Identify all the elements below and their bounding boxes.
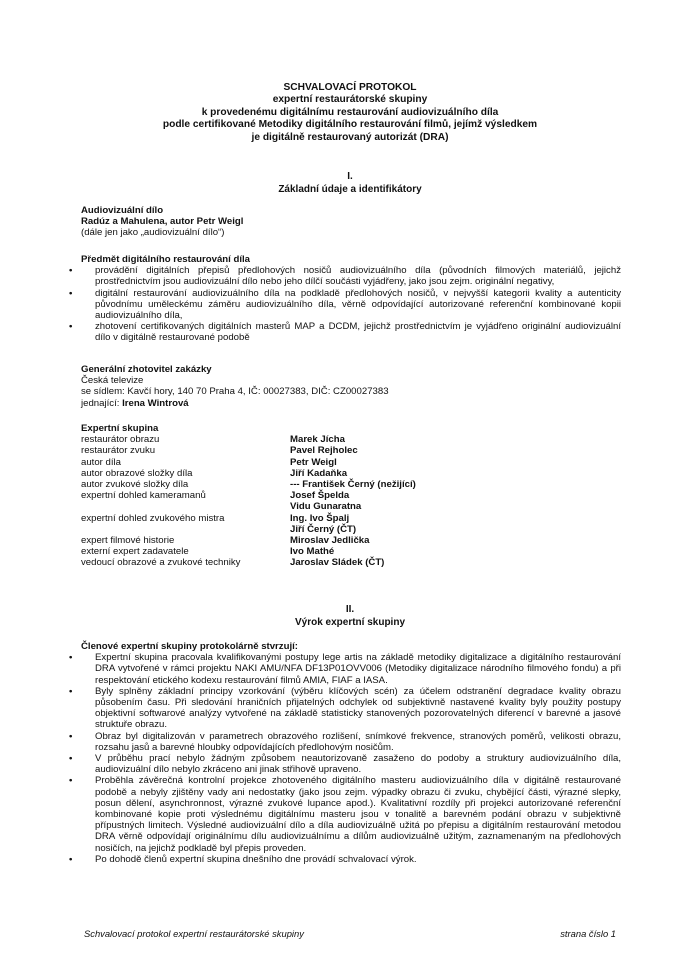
team-member: Miroslav Jedlička — [290, 535, 370, 547]
list-item: • zhotovení certifikovaných digitálních masterů MAP a DCDM, jejichž prostřednictvím je vyjádřeno originální audiovizuální dílo v digitálně restaurované podobě — [81, 321, 621, 343]
list-item: • Proběhla závěrečná kontrolní projekce zhotoveného digitálního masteru audiovizuálního díla v digitálně restaurované podobě a nebyly zjištěny vady ani nedostatky (jako jsou zejm. výpadky obrazu či zvuku, chybějící části, výrazné slepky, posun dělení, asynchronnost, výrazné zvukové lupance apod.). Kvalitativní rozdíly při projekci autorizované referenční kombinované kopie proti výslednému digitálnímu masteru jsou v tonalitě a barevném podání obrazu v subjektivně přípustných limitech. Výsledné audiovizuální dílo a díla audiovizuálně užitá po přepisu a digitálním restaurování metodou DRA věrně odpovídají originálnímu dílu audiovizuálnímu a dílům audiovizuálně užitým, zaznamenaným na předlohových nosičích, na jejichž podkladě byl přepis proveden. — [81, 775, 621, 853]
list-item: • Obraz byl digitalizován v parametrech obrazového rozlišení, snímkové frekvence, stranových poměrů, velikosti obrazu, rozsahu jasů a barevné hloubky odpovídajících předlohovým nosičům. — [81, 731, 621, 753]
title-line: k provedenému digitálnímu restaurování audiovizuálního díla — [201, 106, 499, 118]
section-heading-2 — [60, 604, 640, 629]
team-member: Jiří Kadaňka — [290, 467, 348, 479]
section-title: Výrok expertní skupiny — [294, 616, 406, 628]
team-role: expertní dohled kameramanů — [81, 490, 206, 502]
team-role: expert filmové historie — [81, 535, 175, 547]
team-table — [81, 434, 621, 568]
team-role: expertní dohled zvukového mistra — [81, 512, 225, 524]
team-role — [81, 524, 290, 535]
team-member: Pavel Rejholec — [290, 445, 358, 457]
team-block — [81, 423, 621, 569]
section-numeral: I. — [347, 171, 353, 182]
subject-block — [81, 254, 621, 344]
subject-label: Předmět digitálního restaurování díla — [81, 254, 250, 265]
contractor-label: Generální zhotovitel zakázky — [81, 364, 212, 375]
page-number: strana číslo 1 — [560, 928, 616, 939]
contractor-block — [81, 364, 621, 409]
document-title — [60, 82, 640, 144]
list-item: • V průběhu prací nebylo žádným způsobem neautorizovaně zasaženo do podoby a struktury audiovizuálního díla, audiovizuální dílo nebylo zkráceno ani jinak střihově upraveno. — [81, 753, 621, 775]
work-title: Radúz a Mahulena, autor Petr Weigl — [81, 216, 244, 228]
contractor-representative — [81, 398, 621, 409]
statement-label: Členové expertní skupiny protokolárně stvrzují: — [81, 641, 298, 652]
list-item: • digitální restaurování audiovizuálního díla na podkladě předlohových nosičů, v nejvyšší kategorii kvality a autenticity původnímu uměleckému záměru audiovizuálního díla, věrně odpovídající autorizované referenční kombinované kopii audiovizuálního díla, — [81, 288, 621, 322]
list-item: • Expertní skupina pracovala kvalifikovanými postupy lege artis na základě metodiky digitalizace a digitálního restaurování DRA vytvořené v rámci projektu NAKI AMU/NFA DF13P01OVV006 (Metodiky digitalizace národního filmového fondu) a při respektování etického kodexu restaurování filmů AMIA, FIAF a IASA. — [81, 652, 621, 686]
subject-list — [81, 265, 621, 343]
title-line: podle certifikované Metodiky digitálního restaurování filmů, jejímž výsledkem — [162, 119, 538, 131]
contractor-name: Česká televize — [81, 375, 144, 387]
team-role: restaurátor obrazu — [81, 434, 160, 446]
list-item: • Byly splněny základní principy vzorkování (výběru klíčových scén) za účelem odstranění degradace kvality obrazu působením času. Při sledování hraničních přijatelných odchylek od subjektivně nastavené kvality byly použity postupy objektivní softwarové analýzy vytvořené na základě statisticky stanovených pozorovatelných diferencí v barevné a jasové struktuře obrazu. — [81, 686, 621, 731]
team-member: Vidu Gunaratna — [290, 501, 362, 513]
team-member: --- František Černý (nežijící) — [290, 479, 416, 491]
section-numeral: II. — [345, 604, 355, 615]
representative-name: Irena Wintrová — [122, 397, 189, 409]
team-member: Marek Jícha — [290, 434, 345, 446]
team-member: Jaroslav Sládek (ČT) — [290, 557, 385, 569]
team-member: Ivo Mathé — [290, 546, 335, 558]
statement-block — [81, 641, 621, 865]
team-role: autor obrazové složky díla — [81, 467, 193, 479]
title-line: SCHVALOVACÍ PROTOKOL — [283, 82, 417, 93]
team-role: restaurátor zvuku — [81, 445, 156, 457]
section-heading-1 — [60, 171, 640, 196]
team-role: autor zvukové složky díla — [81, 479, 189, 491]
list-item: • Po dohodě členů expertní skupina dnešního dne provádí schvalovací výrok. — [81, 854, 621, 865]
page-footer — [84, 928, 616, 939]
work-label: Audiovizuální dílo — [81, 205, 164, 216]
contractor-address: se sídlem: Kavčí hory, 140 70 Praha 4, IČ: 00027383, DIČ: CZ00027383 — [81, 386, 389, 398]
list-item: • provádění digitálních přepisů předlohových nosičů audiovizuálního díla (původních filmových materiálů, jejichž prostřednictvím jsou audiovizuální dílo nebo jeho dílčí součásti vyjádřeny, jako jsou zejm. originální negativy, — [81, 265, 621, 287]
team-role: autor díla — [81, 456, 122, 468]
team-member: Ing. Ivo Špalj — [290, 512, 350, 524]
team-member: Jiří Černý (ČT) — [290, 523, 357, 535]
work-note: (dále jen jako „audiovizuální dílo“) — [81, 227, 225, 239]
team-label: Expertní skupina — [81, 423, 159, 434]
section-title: Základní údaje a identifikátory — [278, 183, 422, 195]
representative-label: jednající: — [81, 397, 120, 409]
team-member: Petr Weigl — [290, 456, 337, 468]
team-role: externí expert zadavatele — [81, 546, 189, 558]
statement-list — [81, 652, 621, 865]
title-line: expertní restaurátorské skupiny — [272, 94, 428, 106]
team-role — [81, 501, 290, 512]
team-member: Josef Špelda — [290, 490, 350, 502]
team-role: vedoucí obrazové a zvukové techniky — [81, 557, 241, 569]
title-line: je digitálně restaurovaný autorizát (DRA) — [251, 131, 449, 143]
work-block — [81, 205, 621, 239]
footer-title: Schvalovací protokol expertní restaurátorské skupiny — [84, 928, 304, 939]
